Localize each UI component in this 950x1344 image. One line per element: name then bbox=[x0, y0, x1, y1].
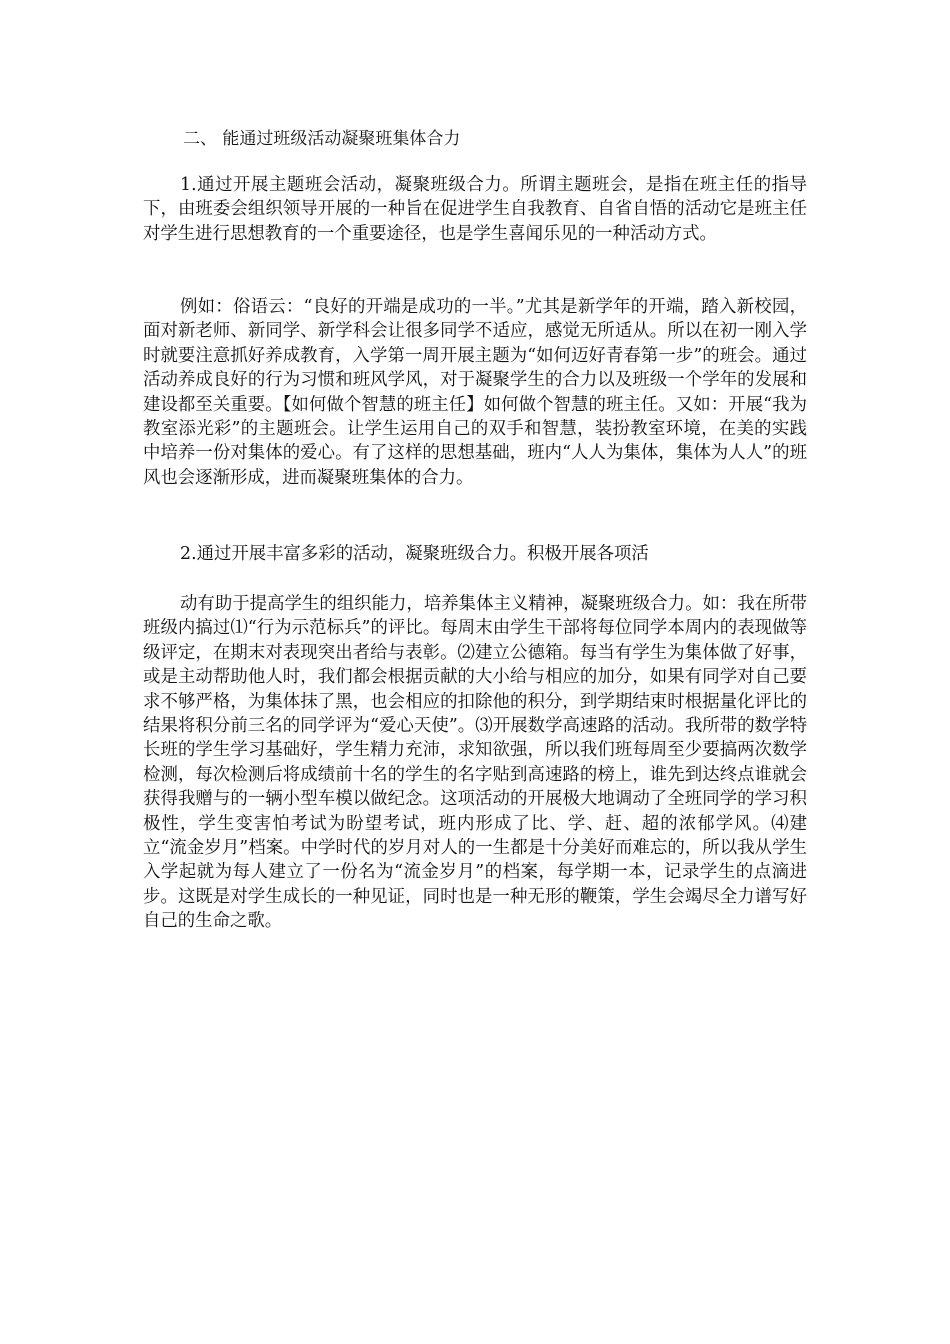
section-heading: 二、 能通过班级活动凝聚班集体合力 bbox=[183, 129, 461, 149]
paragraph-example: 例如：俗语云：“良好的开端是成功的一半。”尤其是新学年的开端，踏入新校园，面对新老师、新同学、新学科会让很多同学不适应，感觉无所适从。所以在初一刚入学时就要注意抓好养成教育，入学第一周开展主题为“如何迈好青春第一步”的班会。通过活动养成良好的行为习惯和班风学风，对于凝聚学生的合力以及班级一个学年的发展和建设都至关重要。【如何做个智慧的班主任】如何做个智慧的班主任。又如：开展“我为教室添光彩”的主题班会。让学生运用自己的双手和智慧，装扮教室环境，在美的实践中培养一份对集体的爱心。有了这样的思想基础，班内“人人为集体，集体为人人”的班风也会逐渐形成，进而凝聚班集体的合力。 bbox=[143, 297, 807, 488]
paragraph-activities-detail: 动有助于提高学生的组织能力，培养集体主义精神，凝聚班级合力。如：我在所带班级内搞过⑴“行为示范标兵”的评比。每周末由学生干部将每位同学本周内的表现做等级评定，在期末对表现突出者给与表彰。⑵建立公德箱。每当有学生为集体做了好事，或是主动帮助他人时，我们都会根据贡献的大小给与相应的加分，如果有同学对自己要求不够严格，为集体抹了黑，也会相应的扣除他的积分，到学期结束时根据量化评比的结果将积分前三名的同学评为“爱心天使”。⑶开展数学高速路的活动。我所带的数学特长班的学生学习基础好，学生精力充沛，求知欲强，所以我们班每周至少要搞两次数学检测，每次检测后将成绩前十名的学生的名字贴到高速路的榜上，谁先到达终点谁就会获得我赠与的一辆小型车模以做纪念。这项活动的开展极大地调动了全班同学的学习积极性，学生变害怕考试为盼望考试，班内形成了比、学、赶、超的浓郁学风。⑷建立“流金岁月”档案。中学时代的岁月对人的一生都是十分美好而难忘的，所以我从学生入学起就为每人建立了一份名为“流金岁月”的档案，每学期一本，记录学生的点滴进步。这既是对学生成长的一种见证，同时也是一种无形的鞭策，学生会竭尽全力谱写好自己的生命之歌。 bbox=[143, 594, 807, 932]
paragraph-theme-meeting: 1.通过开展主题班会活动，凝聚班级合力。所谓主题班会，是指在班主任的指导下，由班委会组织领导开展的一种旨在促进学生自我教育、自省自悟的活动它是班主任对学生进行思想教育的一个重要途径，也是学生喜闻乐见的一种活动方式。 bbox=[143, 175, 807, 244]
paragraph-activities-intro: 2.通过开展丰富多彩的活动，凝聚班级合力。积极开展各项活 bbox=[180, 544, 649, 564]
